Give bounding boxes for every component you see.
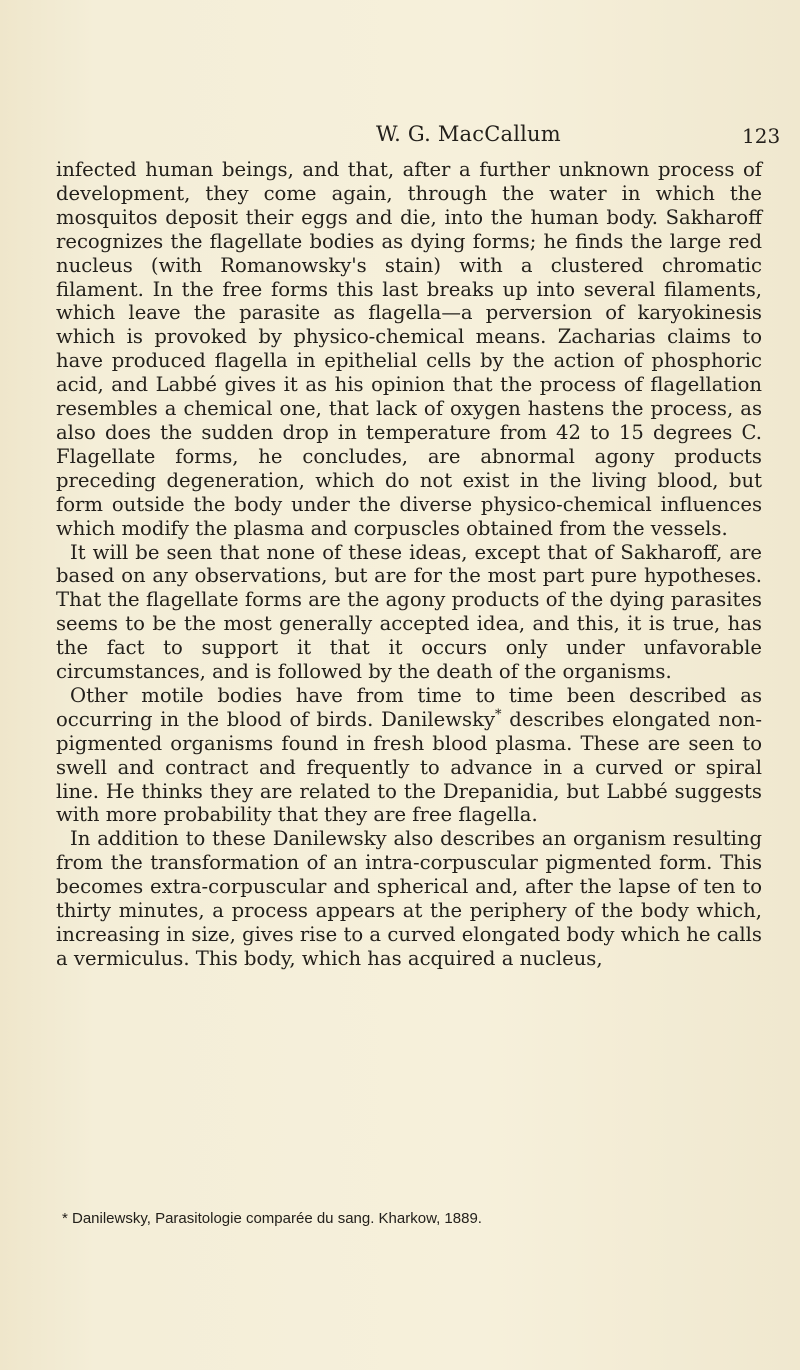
running-head xyxy=(0,122,800,156)
page-number: 123 xyxy=(742,124,781,148)
header-author: W. G. MacCallum xyxy=(376,122,561,146)
paragraph-1: infected human beings, and that, after a further unknown process of development, they come again, through the water in which the mosquitos deposit their eggs and die, into the human body. Sakharoff recognizes the flagellate bodies as dying forms; he finds the large red nucleus (with Romanowsky's stain) with a clustered chromatic filament. In the free forms this last breaks up into several filaments, which leave the parasite as flagella—a perversion of karyokinesis which is provoked by physico-chemical means. Zacharias claims to have produced flagella in epithelial cells by the action of phosphoric acid, and Labbé gives it as his opinion that the process of flagellation resembles a chemical one, that lack of oxygen hastens the process, as also does the sudden drop in temperature from 42 to 15 degrees C. Flagellate forms, he concludes, are abnormal agony products preceding degeneration, which do not exist in the living blood, but form outside the body under the diverse physico-chemical influences which modify the plasma and corpuscles obtained from the vessels. xyxy=(56,158,762,540)
paragraph-3-text-a: Other motile bodies have from time to time been described as occurring in the blood of birds. Danilewsky xyxy=(56,683,762,731)
body-text xyxy=(56,158,762,971)
footnote-reference: * xyxy=(495,707,502,723)
paragraph-3-text-b: describes elongated non-pigmented organisms found in fresh blood plasma. These are seen to swell and contract and frequently to advance in a curved or spiral line. He thinks they are related to the Drepanidia, but Labbé suggests with more probability that they are free flagella. xyxy=(56,707,762,827)
paragraph-2: It will be seen that none of these ideas, except that of Sakharoff, are based on any observations, but are for the most part pure hypotheses. That the flagellate forms are the agony products of the dying parasites seems to be the most generally accepted idea, and this, it is true, has the fact to support it that it occurs only under unfavorable circumstances, and is followed by the death of the organisms. xyxy=(56,540,762,684)
footnote: * Danilewsky, Parasitologie comparée du sang. Kharkow, 1889. xyxy=(62,1210,482,1227)
paragraph-4: In addition to these Danilewsky also describes an organism resulting from the transformation of an intra-corpuscular pigmented form. This becomes extra-corpuscular and spherical and, after the lapse of ten to thirty minutes, a process appears at the periphery of the body which, increasing in size, gives rise to a curved elongated body which he calls a vermiculus. This body, which has acquired a nucleus, xyxy=(56,827,762,970)
paragraph-3 xyxy=(56,684,762,827)
